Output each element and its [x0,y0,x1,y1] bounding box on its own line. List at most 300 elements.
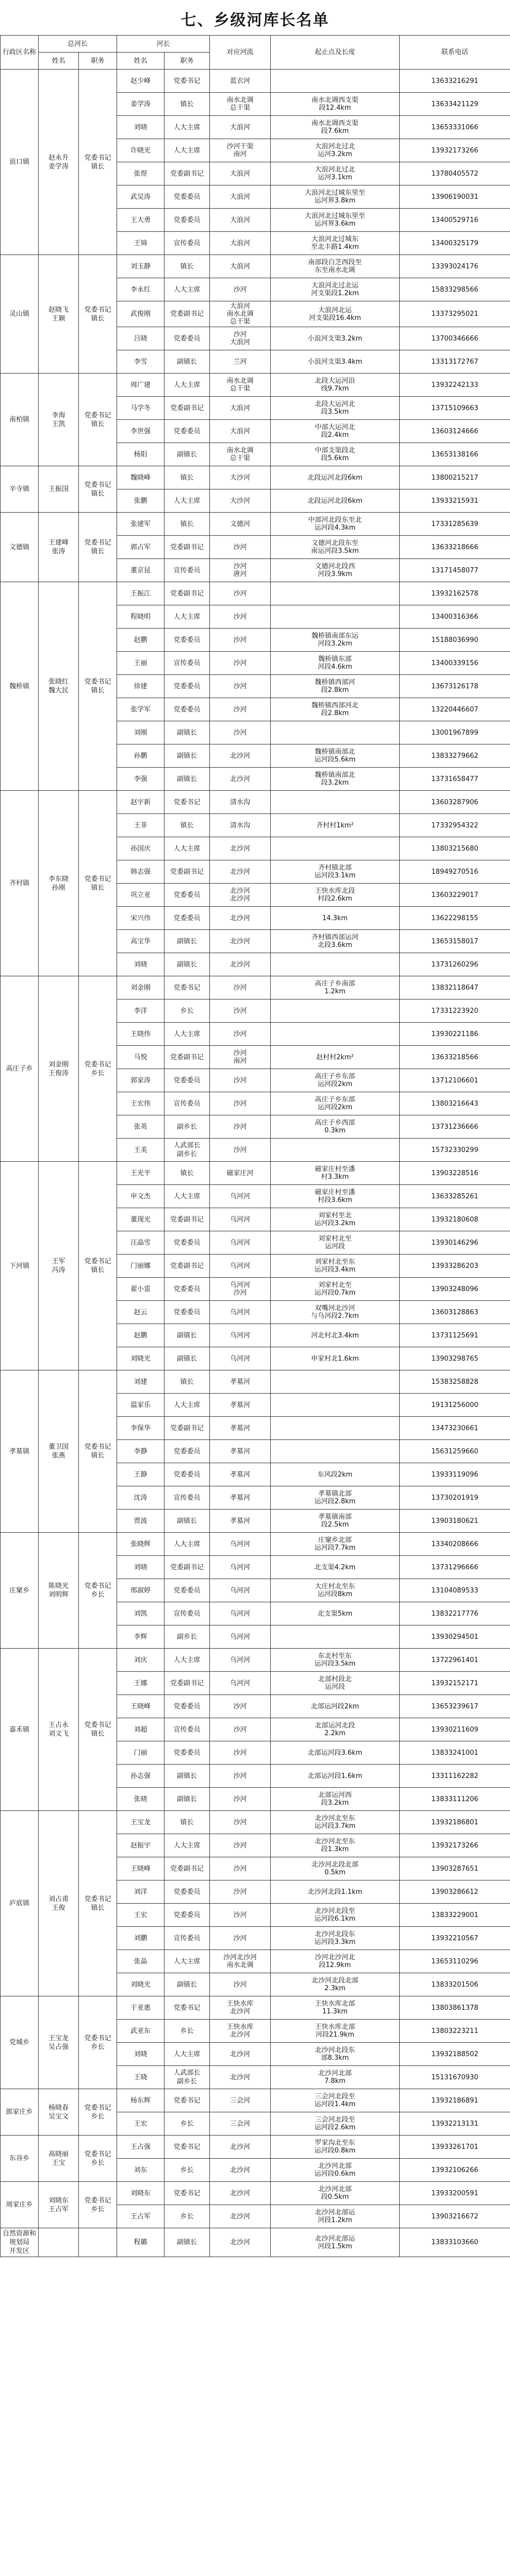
section-cell: 三会河北段至 运河段1.4km [271,2089,400,2112]
chief-name-cell: 刘占甫 王俊 [39,1811,79,1996]
river-chief-name-cell: 刘晓光 [117,1973,164,1996]
river-chief-position-cell: 党委委员 [164,327,210,350]
river-chief-table [0,35,510,2257]
chief-name-cell: 刘金刚 王俊涛 [39,976,79,1162]
township-cell: 南柏镇 [1,374,39,466]
phone-cell: 13731658477 [400,768,510,791]
river-chief-name-cell: 程璐 [117,2228,164,2257]
phone-cell: 13653158017 [400,930,510,953]
river-chief-position-cell: 宣传委员 [164,1927,210,1950]
river-cell: 沙河 [210,1092,271,1115]
river-chief-position-cell: 镇长 [164,93,210,116]
section-cell: 南水北调西支渠 段12.4km [271,93,400,116]
section-cell: 魏桥镇东部 河段4.6km [271,652,400,675]
phone-cell: 13932242133 [400,374,510,397]
phone-cell: 13932162578 [400,582,510,605]
chief-position-cell: 党委书记 镇长 [79,255,117,374]
river-chief-position-cell: 人大主席 [164,1649,210,1672]
river-cell: 沙河 [210,1139,271,1162]
chief-position-cell: 党委书记 乡长 [79,2089,117,2136]
river-chief-position-cell: 人武部长 副乡长 [164,1139,210,1162]
phone-cell: 13833241001 [400,1741,510,1765]
river-chief-name-cell: 王占强 [117,2136,164,2159]
chief-name-cell: 王占永 刘文飞 [39,1649,79,1811]
table-row [1,1162,510,1185]
section-cell: 北部运河北段 2.2km [271,1718,400,1741]
phone-cell: 17332954322 [400,814,510,837]
phone-cell: 13400325179 [400,232,510,255]
river-chief-position-cell: 党委副书记 [164,1208,210,1231]
section-cell: 王快水库北部 河段21.9km [271,2020,400,2043]
river-chief-name-cell: 韩志强 [117,860,164,884]
phone-cell: 13311162282 [400,1765,510,1788]
river-cell: 沙河 [210,1927,271,1950]
river-cell: 乌河河 沙河 [210,1278,271,1301]
header-river-group: 河长 [117,36,210,53]
section-cell: 刘家村北至 运河段 [271,1231,400,1255]
chief-position-cell: 党委书记 镇长 [79,466,117,513]
header-phone: 联系电话 [400,36,510,70]
river-chief-position-cell: 副镇长 [164,2228,210,2257]
river-chief-position-cell: 人大主席 [164,837,210,860]
section-cell: 中部大运河北 段2.4km [271,420,400,443]
table-row [1,1811,510,1834]
river-cell: 沙河 [210,1765,271,1788]
river-cell: 乌河河 [210,1672,271,1695]
phone-cell: 13933119096 [400,1463,510,1486]
river-chief-position-cell: 人大主席 [164,139,210,162]
river-cell: 孝墓河 [210,1440,271,1463]
river-chief-name-cell: 姜学涛 [117,93,164,116]
river-chief-name-cell: 王娜 [117,1672,164,1695]
river-chief-name-cell: 巩立亚 [117,884,164,907]
phone-cell: 15833298566 [400,278,510,301]
phone-cell: 15631259660 [400,1440,510,1463]
table-row [1,2182,510,2205]
river-chief-name-cell: 刘晓 [117,2043,164,2066]
phone-cell: 13930294501 [400,1625,510,1649]
section-cell: 北段运河北段6km [271,466,400,489]
river-chief-name-cell: 王丽 [117,652,164,675]
section-cell: 孝墓镇北部 运河段2.8km [271,1486,400,1510]
river-chief-name-cell: 刘凯 [117,1602,164,1625]
section-cell: 北段大运河北 段3.5km [271,397,400,420]
phone-cell: 13803861378 [400,1996,510,2020]
table-body [1,70,510,2257]
river-cell: 沙河 [210,976,271,999]
river-chief-position-cell: 宣传委员 [164,1602,210,1625]
river-chief-name-cell: 孙志强 [117,1765,164,1788]
phone-cell: 17331285639 [400,513,510,536]
river-chief-name-cell: 许晓光 [117,139,164,162]
phone-cell: 13603124666 [400,420,510,443]
section-cell: 文德河北段东至 南运河段3.5km [271,536,400,559]
river-chief-position-cell: 宣传委员 [164,1092,210,1115]
river-chief-position-cell: 乡长 [164,999,210,1023]
river-chief-name-cell: 刘鹏 [117,1927,164,1950]
chief-position-cell: 党委书记 镇长 [79,513,117,582]
river-chief-name-cell: 张晓 [117,1788,164,1811]
river-chief-name-cell: 刘庆 [117,1649,164,1672]
table-row [1,1533,510,1556]
river-cell: 沙河 [210,1857,271,1880]
river-chief-position-cell: 乡长 [164,2205,210,2228]
section-cell: 北沙河北段北部 0.5km [271,1857,400,1880]
river-cell: 北沙河 [210,2205,271,2228]
river-chief-name-cell: 马学冬 [117,397,164,420]
river-chief-name-cell: 徐建 [117,675,164,698]
river-chief-position-cell: 党委副书记 [164,397,210,420]
township-cell: 辛寺镇 [1,466,39,513]
river-chief-position-cell: 党委委员 [164,884,210,907]
phone-cell: 13603229017 [400,884,510,907]
river-chief-position-cell: 党委委员 [164,1069,210,1092]
river-chief-position-cell: 副镇长 [164,1765,210,1788]
river-chief-name-cell: 赵宇新 [117,791,164,814]
river-chief-position-cell: 党委委员 [164,1741,210,1765]
phone-cell: 13833201506 [400,1973,510,1996]
section-cell: 申家村北1.6km [271,1347,400,1370]
river-chief-name-cell: 门丽娜 [117,1255,164,1278]
river-chief-position-cell: 党委书记 [164,2089,210,2112]
section-cell [271,582,400,605]
river-chief-name-cell: 于亚惠 [117,1996,164,2020]
table-row [1,70,510,93]
township-cell: 齐村镇 [1,791,39,976]
township-cell: 下河镇 [1,1162,39,1370]
river-cell: 北沙河 [210,2043,271,2066]
river-chief-position-cell: 宣传委员 [164,652,210,675]
river-chief-name-cell: 王宝龙 [117,1811,164,1834]
section-cell [271,953,400,976]
river-cell: 北沙河 [210,837,271,860]
section-cell: 北沙河北部 7.8km [271,2066,400,2089]
river-cell: 乌河河 [210,1231,271,1255]
phone-cell: 13171458077 [400,559,510,582]
chief-name-cell: 杨晓春 吴宝文 [39,2089,79,2136]
river-chief-name-cell: 李辉 [117,1625,164,1649]
river-chief-position-cell: 党委委员 [164,1463,210,1486]
river-chief-name-cell: 赵少峰 [117,70,164,93]
river-chief-position-cell: 宣传委员 [164,1718,210,1741]
township-cell: 东谷乡 [1,2136,39,2182]
river-chief-position-cell: 党委委员 [164,629,210,652]
phone-cell: 13633216291 [400,70,510,93]
river-chief-position-cell: 宣传委员 [164,232,210,255]
township-cell: 庐底镇 [1,1811,39,1996]
river-cell: 南水北调 总干渠 [210,443,271,466]
river-cell: 大浪河 [210,397,271,420]
section-cell: 高庄子乡西部 0.3km [271,1115,400,1139]
table-row [1,466,510,489]
phone-cell: 13933200591 [400,2182,510,2205]
river-chief-name-cell: 刘晓东 [117,2182,164,2205]
phone-cell: 13653138166 [400,443,510,466]
section-cell: 北沙河北段东 运河段3.3km [271,1927,400,1950]
river-cell: 沙河 [210,629,271,652]
section-cell: 魏桥镇西部河 段2.8km [271,675,400,698]
phone-cell: 13673126178 [400,675,510,698]
river-cell: 乌河河 [210,1208,271,1231]
river-chief-name-cell: 王晓 [117,2066,164,2089]
river-chief-position-cell: 党委委员 [164,1579,210,1602]
river-chief-position-cell: 党委副书记 [164,536,210,559]
section-cell: 赵村村2km² [271,1046,400,1069]
section-cell [271,1625,400,1649]
river-cell: 北沙河 [210,953,271,976]
chief-position-cell: 党委书记 镇长 [79,374,117,466]
section-cell: 大浪河北过城东里至 运河界3.6km [271,209,400,232]
river-cell: 乌河河 [210,1255,271,1278]
river-chief-position-cell: 镇长 [164,1811,210,1834]
phone-cell: 13400339156 [400,652,510,675]
section-cell: 魏桥镇南部东运 河段3.2km [271,629,400,652]
river-chief-position-cell: 党委副书记 [164,162,210,185]
phone-cell: 13633218566 [400,1046,510,1069]
phone-cell: 13220446607 [400,698,510,721]
chief-name-cell: 李海 王凯 [39,374,79,466]
river-chief-name-cell: 刘晓光 [117,1347,164,1370]
section-cell: 北沙河北段至 运河段6.1km [271,1904,400,1927]
header-river-position: 职务 [164,53,210,70]
river-chief-position-cell: 党委委员 [164,675,210,698]
header-township: 行政区名称 [1,36,39,70]
river-chief-name-cell: 王振江 [117,582,164,605]
chief-name-cell: 王军 冯涛 [39,1162,79,1370]
section-cell: 南水北调西支渠 段7.6km [271,116,400,139]
chief-position-cell: 党委书记 镇长 [79,1370,117,1533]
phone-cell: 13712106601 [400,1069,510,1092]
river-chief-position-cell: 人大主席 [164,1834,210,1857]
river-chief-name-cell: 王锦 [117,232,164,255]
river-cell: 北沙河 [210,744,271,768]
river-chief-name-cell: 李世强 [117,420,164,443]
chief-position-cell [79,2228,117,2257]
chief-name-cell: 王建峰 张涛 [39,513,79,582]
river-chief-name-cell: 赵鹏 [117,1324,164,1347]
chief-name-cell: 王宝龙 吴占强 [39,1996,79,2089]
river-cell: 沙河 [210,1811,271,1834]
river-chief-position-cell: 副镇长 [164,1347,210,1370]
section-cell: 北支渠4.2km [271,1556,400,1579]
river-cell: 沙河北沙河 南水北调 [210,1950,271,1973]
section-cell: 北部运河段2km [271,1695,400,1718]
river-cell: 北沙河 [210,2136,271,2159]
river-cell: 乌河河 [210,1301,271,1324]
river-chief-position-cell: 党委委员 [164,907,210,930]
section-cell: 沙河北沙河北 段12.9km [271,1950,400,1973]
river-cell: 沙河 [210,1115,271,1139]
section-cell: 大浪河北过北运 河支渠段1.2km [271,278,400,301]
river-chief-name-cell: 刘洋 [117,1880,164,1904]
river-cell: 沙河 [210,1904,271,1927]
river-chief-name-cell: 李雪 [117,350,164,374]
river-chief-name-cell: 王菲 [117,814,164,837]
phone-cell: 13903286612 [400,1880,510,1904]
phone-cell: 13932213131 [400,2112,510,2136]
phone-cell: 13622298155 [400,907,510,930]
phone-cell: 13832118647 [400,976,510,999]
river-chief-name-cell: 邢淑婷 [117,1579,164,1602]
phone-cell: 13906190031 [400,185,510,209]
section-cell: 北沙河北段1.1km [271,1880,400,1904]
table-row [1,513,510,536]
phone-cell: 13932173266 [400,139,510,162]
phone-cell: 13731260296 [400,953,510,976]
phone-cell: 13393024176 [400,255,510,278]
river-chief-name-cell: 刘刚 [117,721,164,744]
river-chief-name-cell: 李静 [117,1440,164,1463]
chief-position-cell: 党委书记 镇长 [79,70,117,255]
section-cell [271,999,400,1023]
section-cell: 庄窠乡北部 运河段7.7km [271,1533,400,1556]
section-cell: 高庄子乡东部 运河段2km [271,1069,400,1092]
township-cell: 庄窠乡 [1,1533,39,1649]
section-cell: 东风段2km [271,1463,400,1486]
river-cell: 沙河 [210,1023,271,1046]
river-chief-position-cell: 人大主席 [164,1950,210,1973]
phone-cell: 13731125691 [400,1324,510,1347]
river-cell: 大沙河 [210,489,271,513]
section-cell: 三会河北段至 运河段2.6km [271,2112,400,2136]
phone-cell: 13653331066 [400,116,510,139]
section-cell [271,1440,400,1463]
river-chief-name-cell: 王大勇 [117,209,164,232]
river-chief-name-cell: 刘晓 [117,116,164,139]
phone-cell: 13833103660 [400,2228,510,2257]
river-cell: 大浪河 [210,255,271,278]
chief-position-cell: 党委书记 镇长 [79,791,117,976]
river-chief-position-cell: 乡长 [164,2020,210,2043]
river-cell: 三会河 [210,2112,271,2136]
river-chief-name-cell: 刘超 [117,1718,164,1741]
river-chief-name-cell: 吕晓 [117,327,164,350]
township-cell: 文德镇 [1,513,39,582]
chief-name-cell [39,2228,79,2257]
river-cell: 乌河河 [210,1347,271,1370]
section-cell [271,1139,400,1162]
river-chief-name-cell: 汪晶雪 [117,1231,164,1255]
phone-cell: 15131670930 [400,2066,510,2089]
river-chief-name-cell: 马悦 [117,1046,164,1069]
river-chief-position-cell: 副镇长 [164,350,210,374]
phone-cell: 13104089533 [400,1579,510,1602]
river-chief-name-cell: 王晓峰 [117,1857,164,1880]
chief-position-cell: 党委书记 乡长 [79,2182,117,2228]
river-chief-position-cell: 党委委员 [164,1880,210,1904]
chief-name-cell: 张晓红 魏大民 [39,582,79,791]
phone-cell: 13700346666 [400,327,510,350]
river-chief-position-cell: 党委书记 [164,70,210,93]
river-chief-position-cell: 副镇长 [164,930,210,953]
table-header [1,36,510,70]
river-cell: 大浪河 [210,116,271,139]
chief-name-cell: 刘晓东 王占军 [39,2182,79,2228]
chief-position-cell: 党委书记 镇长 [79,1811,117,1996]
phone-cell: 13833279662 [400,744,510,768]
river-chief-name-cell: 王晓伟 [117,1023,164,1046]
river-chief-name-cell: 刘东 [117,2159,164,2182]
section-cell: 北段大运河沿 线9.7km [271,374,400,397]
river-chief-name-cell: 张英 [117,1115,164,1139]
section-cell: 磁家庄村至潘 村3.3km [271,1162,400,1185]
river-chief-position-cell: 副镇长 [164,721,210,744]
phone-cell: 13803216643 [400,1092,510,1115]
section-cell: 大庄村北至东 运河段8km [271,1579,400,1602]
river-chief-name-cell: 杨阳 [117,443,164,466]
section-cell: 中部支渠段北 段5.6km [271,443,400,466]
river-cell: 沙河 [210,1695,271,1718]
river-chief-position-cell: 党委副书记 [164,1046,210,1069]
river-chief-position-cell: 党委副书记 [164,1255,210,1278]
river-chief-name-cell: 王宏伟 [117,1092,164,1115]
river-chief-position-cell: 副镇长 [164,1788,210,1811]
river-chief-position-cell: 党委书记 [164,791,210,814]
chief-position-cell: 党委书记 乡长 [79,1996,117,2089]
phone-cell: 13903216672 [400,2205,510,2228]
phone-cell: 13903180621 [400,1510,510,1533]
river-cell: 沙河 [210,605,271,629]
river-chief-position-cell: 党委书记 [164,1996,210,2020]
river-cell: 沙河 [210,1880,271,1904]
section-cell: 高庄子乡东部 运河段2km [271,1092,400,1115]
section-cell: 北支渠5km [271,1602,400,1625]
river-chief-name-cell: 张建军 [117,513,164,536]
chief-name-cell: 赵晓飞 王颖 [39,255,79,374]
river-chief-name-cell: 王美 [117,1139,164,1162]
section-cell [271,1394,400,1417]
section-cell: 大浪河北过北 运河3.1km [271,162,400,185]
river-cell: 沙河 [210,698,271,721]
river-chief-position-cell: 乡长 [164,2159,210,2182]
river-chief-name-cell: 孙鹏 [117,744,164,768]
river-cell: 三会河 [210,2089,271,2112]
phone-cell: 13903248096 [400,1278,510,1301]
river-chief-position-cell: 镇长 [164,513,210,536]
township-cell: 自然资源和规划局 开发区 [1,2228,39,2257]
river-cell: 沙河 [210,1718,271,1741]
section-cell: 魏桥镇西部河北 段2.8km [271,698,400,721]
section-cell: 魏桥镇南部北 段3.2km [271,768,400,791]
river-chief-name-cell: 张学军 [117,698,164,721]
river-chief-name-cell: 李强 [117,768,164,791]
phone-cell: 13833111206 [400,1788,510,1811]
river-cell: 大浪河 [210,209,271,232]
phone-cell: 13903287651 [400,1857,510,1880]
river-chief-position-cell: 党委委员 [164,698,210,721]
phone-cell: 13932106266 [400,2159,510,2182]
township-cell: 孝墓镇 [1,1370,39,1533]
river-chief-position-cell: 党委副书记 [164,1857,210,1880]
river-chief-position-cell: 副乡长 [164,1625,210,1649]
river-cell: 北沙河 [210,2066,271,2089]
river-chief-name-cell: 翟小雷 [117,1278,164,1301]
section-cell [271,791,400,814]
table-row [1,255,510,278]
phone-cell: 13903298765 [400,1347,510,1370]
river-chief-position-cell: 副镇长 [164,953,210,976]
phone-cell: 19131256000 [400,1394,510,1417]
section-cell: 小浪河支渠3.4km [271,350,400,374]
phone-cell: 13653110296 [400,1950,510,1973]
phone-cell: 13633421129 [400,93,510,116]
river-cell: 沙河 [210,1788,271,1811]
river-chief-name-cell: 赵鹏 [117,629,164,652]
river-chief-position-cell: 人大主席 [164,1185,210,1208]
river-cell: 孝墓河 [210,1417,271,1440]
township-cell: 嘉禾镇 [1,1649,39,1811]
phone-cell: 13603287906 [400,791,510,814]
